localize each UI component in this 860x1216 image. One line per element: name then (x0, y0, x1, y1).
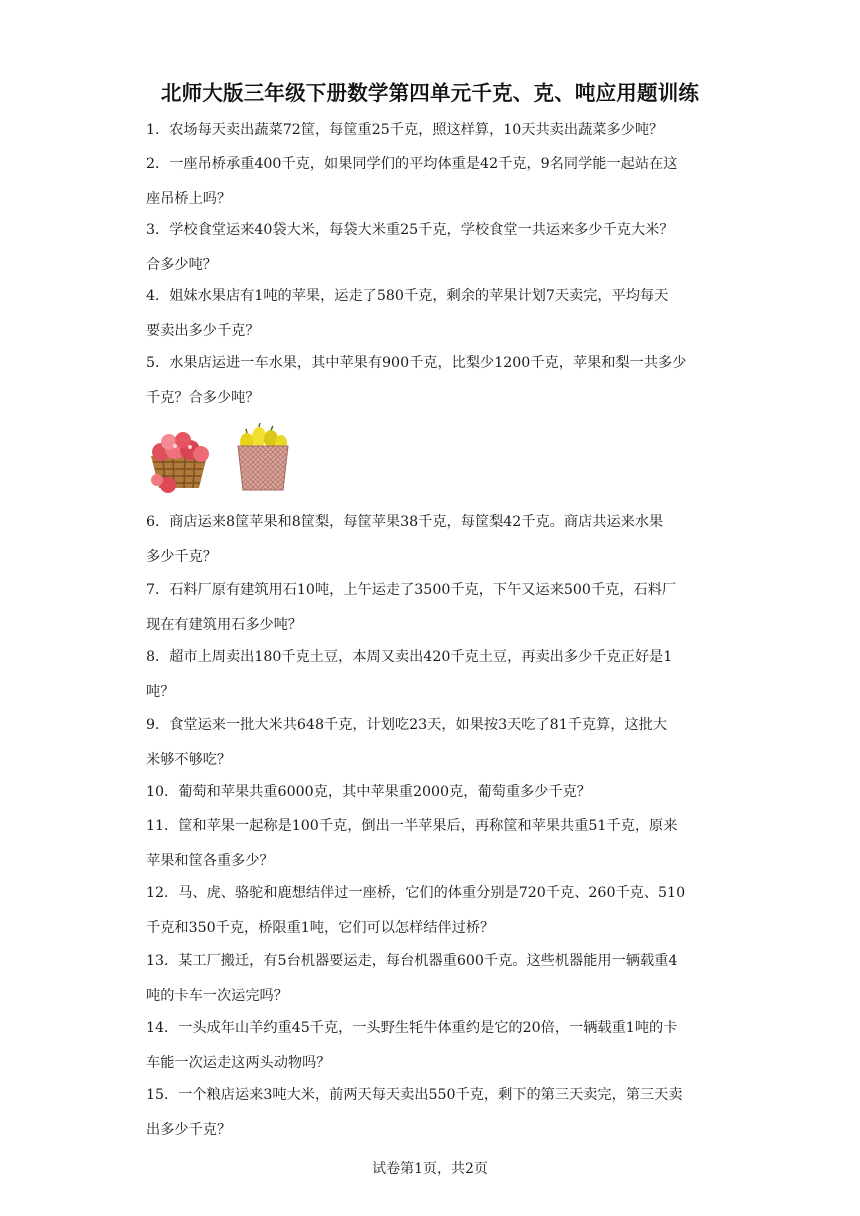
question-9 (146, 708, 716, 777)
question-1 (146, 113, 716, 148)
question-line: 11．筐和苹果一起称是100千克，倒出一半苹果后，再称筐和苹果共重51千克，原来 (146, 818, 678, 834)
pear-basket-icon (233, 422, 293, 494)
question-line: 吨？ (146, 683, 175, 700)
question-line: 6．商店运来8筐苹果和8筐梨，每筐苹果38千克，每筐梨42千克。商店共运来水果 (146, 514, 664, 530)
question-11 (146, 809, 716, 878)
question-line: 12．马、虎、骆驼和鹿想结伴过一座桥，它们的体重分别是720千克、260千克、510 (146, 885, 686, 901)
question-line: 苹果和筐各重多少？ (146, 852, 274, 869)
question-8 (146, 640, 716, 709)
question-line: 出多少千克？ (146, 1121, 232, 1138)
question-line: 要卖出多少千克？ (146, 322, 260, 339)
page-title: 北师大版三年级下册数学第四单元千克、克、吨应用题训练 (160, 81, 700, 105)
page-footer: 试卷第1页，共2页 (372, 1161, 488, 1177)
question-4 (146, 279, 716, 348)
question-7 (146, 573, 716, 642)
question-2 (146, 147, 716, 216)
apple-basket-icon (143, 422, 215, 494)
question-line: 14．一头成年山羊约重45千克，一头野生牦牛体重约是它的20倍，一辆载重1吨的卡 (146, 1020, 678, 1036)
question-13 (146, 944, 716, 1013)
question-line: 13．某工厂搬迁，有5台机器要运走，每台机器重600千克。这些机器能用一辆载重4 (146, 953, 678, 969)
question-line: 15．一个粮店运来3吨大米，前两天每天卖出550千克，剩下的第三天卖完，第三天卖 (146, 1087, 683, 1103)
question-line: 吨的卡车一次运完吗？ (146, 987, 288, 1004)
question-line: 千克？合多少吨？ (146, 389, 260, 406)
question-line: 米够不够吃？ (146, 751, 232, 768)
question-line: 多少千克？ (146, 548, 217, 565)
question-12 (146, 876, 716, 945)
question-line: 车能一次运走这两头动物吗？ (146, 1054, 331, 1071)
question-line: 9．食堂运来一批大米共648千克，计划吃23天，如果按3天吃了81千克算，这批大 (146, 717, 668, 733)
question-6 (146, 505, 716, 574)
question-line: 7．石料厂原有建筑用石10吨，上午运走了3500千克，下午又运来500千克，石料厂 (146, 582, 677, 598)
question-14 (146, 1011, 716, 1080)
question-line: 1．农场每天卖出蔬菜72筐，每筐重25千克，照这样算，10天共卖出蔬菜多少吨？ (146, 122, 664, 138)
question-line: 3．学校食堂运来40袋大米，每袋大米重25千克，学校食堂一共运来多少千克大米？ (146, 222, 674, 238)
question-15 (146, 1078, 716, 1147)
question-3 (146, 213, 716, 282)
question-line: 合多少吨？ (146, 256, 217, 273)
question-line: 现在有建筑用石多少吨？ (146, 616, 303, 633)
question-line: 4．姐妹水果店有1吨的苹果，运走了580千克，剩余的苹果计划7天卖完，平均每天 (146, 288, 669, 304)
question-line: 2．一座吊桥承重400千克，如果同学们的平均体重是42千克，9名同学能一起站在这 (146, 156, 678, 172)
question-5 (146, 346, 716, 415)
question-line: 5．水果店运进一车水果，其中苹果有900千克，比梨少1200千克，苹果和梨一共多少 (146, 355, 687, 371)
question-line: 10．葡萄和苹果共重6000克，其中苹果重2000克，葡萄重多少千克？ (146, 784, 591, 800)
question-10 (146, 775, 716, 810)
question-line: 座吊桥上吗？ (146, 190, 232, 207)
question-line: 千克和350千克，桥限重1吨，它们可以怎样结伴过桥？ (146, 919, 495, 936)
question-line: 8．超市上周卖出180千克土豆，本周又卖出420千克土豆，再卖出多少千克正好是1 (146, 649, 673, 665)
